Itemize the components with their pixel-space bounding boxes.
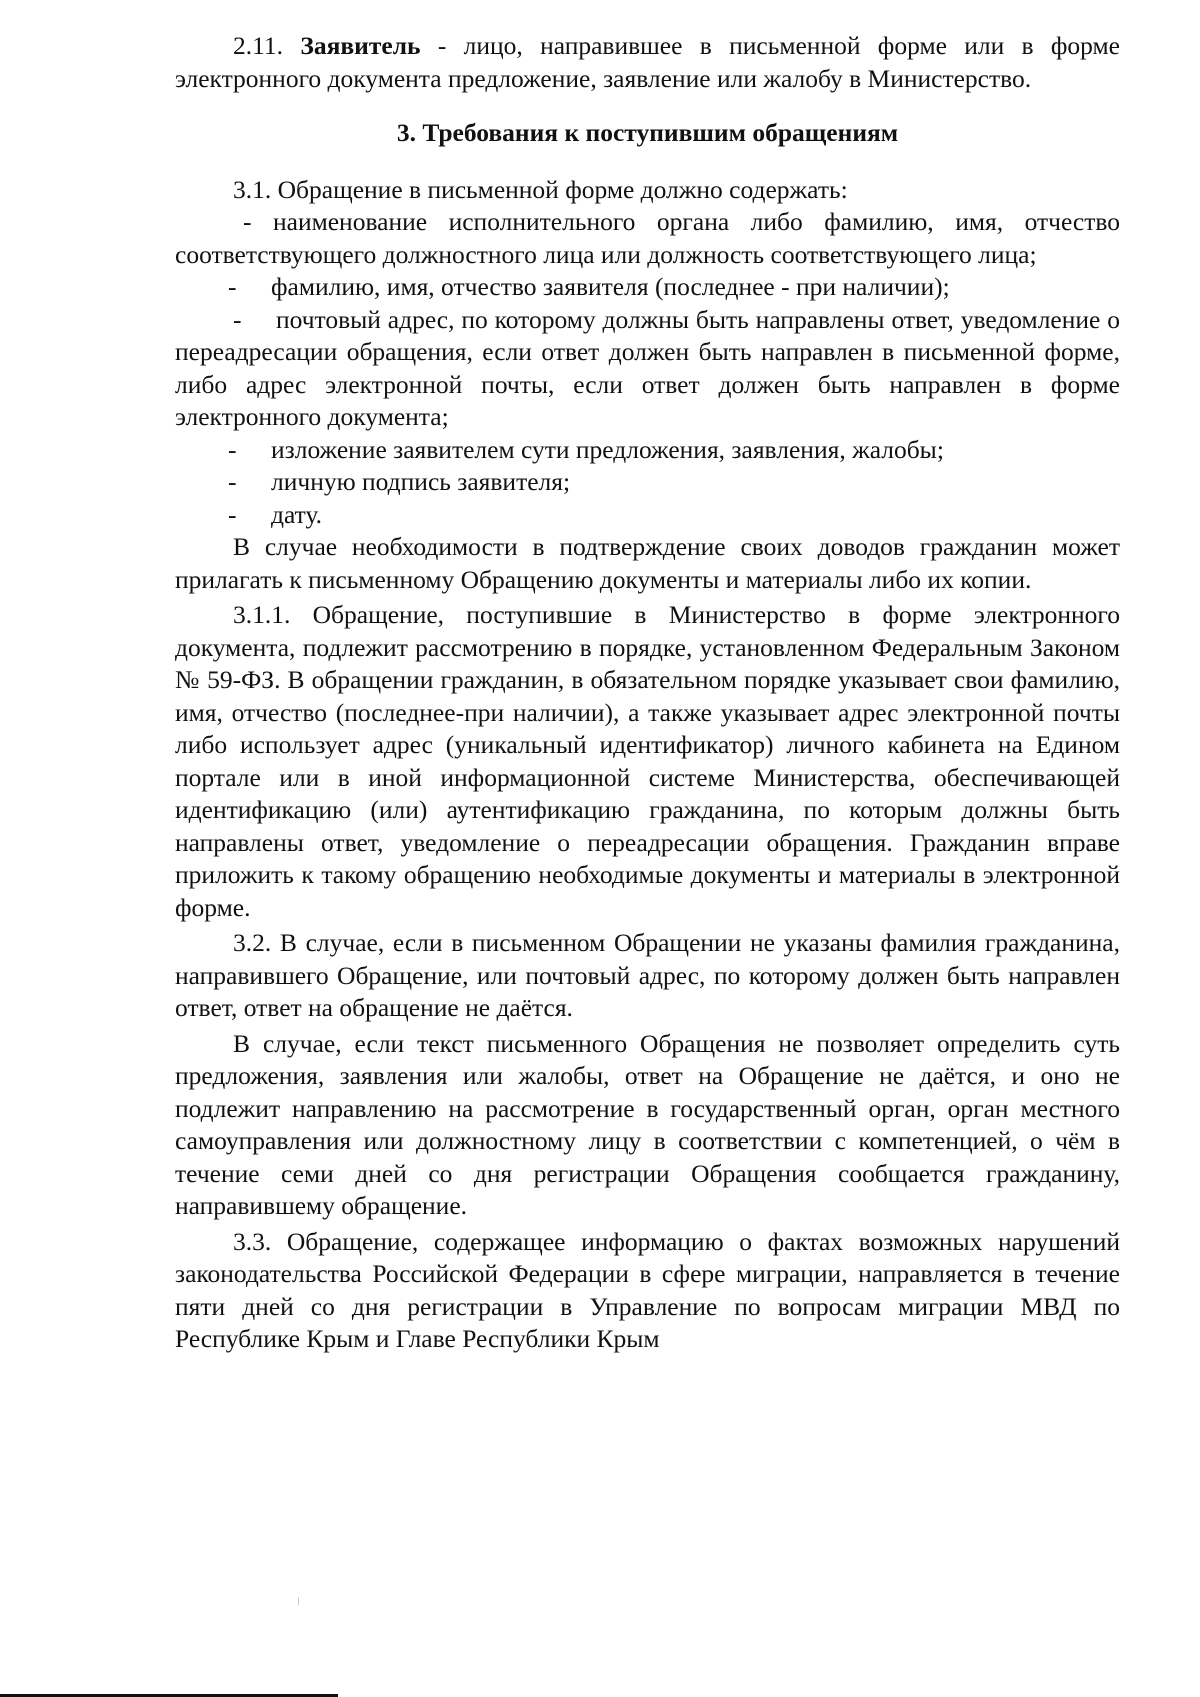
- clause-3-2: 3.2. В случае, если в письменном Обращении не указаны фамилия гражданина, направившего Обращение, или почтовый адрес, по которому должен быть направлен ответ, ответ на обращение не даётся.: [175, 928, 1120, 1022]
- list-item-text: личную подпись заявителя;: [271, 467, 571, 496]
- clause-2-11-number: 2.11.: [233, 31, 284, 60]
- list-dash: -: [228, 434, 237, 464]
- list-item-text: фамилию, имя, отчество заявителя (последнее - при наличии);: [271, 272, 950, 301]
- list-item-text: - наименование исполнительного органа либо фамилию, имя, отчество соответствующего должностного лица или должность соответствующего лица;: [175, 207, 1120, 269]
- clause-3-2-continued: В случае, если текст письменного Обращения не позволяет определить суть предложения, заявления или жалобы, ответ на Обращение не даётся, и оно не подлежит направлению на рассмотрение в государственный орган, орган местного самоуправления или должностному лицу в соответствии с компетенцией, о чём в течение семи дней со дня регистрации Обращения сообщается гражданину, направившему обращение.: [175, 1028, 1120, 1220]
- list-item-text: дату.: [271, 499, 323, 529]
- list-dash: -: [228, 272, 237, 301]
- clause-3-1-1: 3.1.1. Обращение, поступившие в Министерство в форме электронного документа, подлежит рассмотрению в порядке, установленном Федеральным Законом № 59-ФЗ. В обращении гражданин, в обязательном порядке указывает свои фамилию, имя, отчество (последнее-при наличии), а также указывает адрес электронной почты либо использует адрес (уникальный идентификатор) личного кабинета на Едином портале или в иной информационной системе Министерства, обеспечивающей идентификацию (или) аутентификацию гражданина, по которым должны быть направлены ответ, уведомление о переадресации обращения. Гражданин вправе приложить к такому обращению необходимые документы и материалы в электронной форме.: [175, 600, 1120, 922]
- section-3-heading: 3. Требования к поступившим обращениям: [396, 118, 899, 147]
- list-dash: -: [228, 499, 237, 529]
- list-item-signature: [175, 466, 1120, 499]
- list-dash: -: [233, 304, 242, 334]
- list-item-text: изложение заявителем сути предложения, заявления, жалобы;: [271, 434, 944, 464]
- list-dash: -: [228, 467, 237, 496]
- clause-2-11-term: Заявитель: [300, 31, 421, 60]
- document-page: [175, 30, 1120, 1356]
- list-item-address: [175, 304, 1120, 434]
- scan-speck: [298, 1597, 299, 1605]
- clause-2-11: [175, 30, 1120, 95]
- list-item-text: почтовый адрес, по которому должны быть направлены ответ, уведомление о переадресации обращения, если ответ должен быть направлен в письменной форме, либо адрес электронной почты, если ответ должен быть направлен в форме электронного документа;: [175, 304, 1120, 431]
- list-item-name: [175, 271, 1120, 304]
- list-item-organ: [175, 206, 1120, 271]
- clause-3-1-attachments: В случае необходимости в подтверждение своих доводов гражданин может прилагать к письменному Обращению документы и материалы либо их копии.: [175, 532, 1120, 594]
- clause-3-1-intro: 3.1. Обращение в письменной форме должно содержать:: [233, 174, 848, 204]
- list-item-date: [175, 499, 1120, 532]
- clause-2-11-text: - лицо, направившее в письменной форме или в форме электронного документа предложение, заявление или жалобу в Министерство.: [175, 31, 1120, 93]
- list-item-statement: [175, 434, 1120, 467]
- clause-3-3: 3.3. Обращение, содержащее информацию о фактах возможных нарушений законодательства Российской Федерации в сфере миграции, направляется в течение пяти дней со дня регистрации в Управление по вопросам миграции МВД по Республике Крым и Главе Республики Крым: [175, 1226, 1120, 1353]
